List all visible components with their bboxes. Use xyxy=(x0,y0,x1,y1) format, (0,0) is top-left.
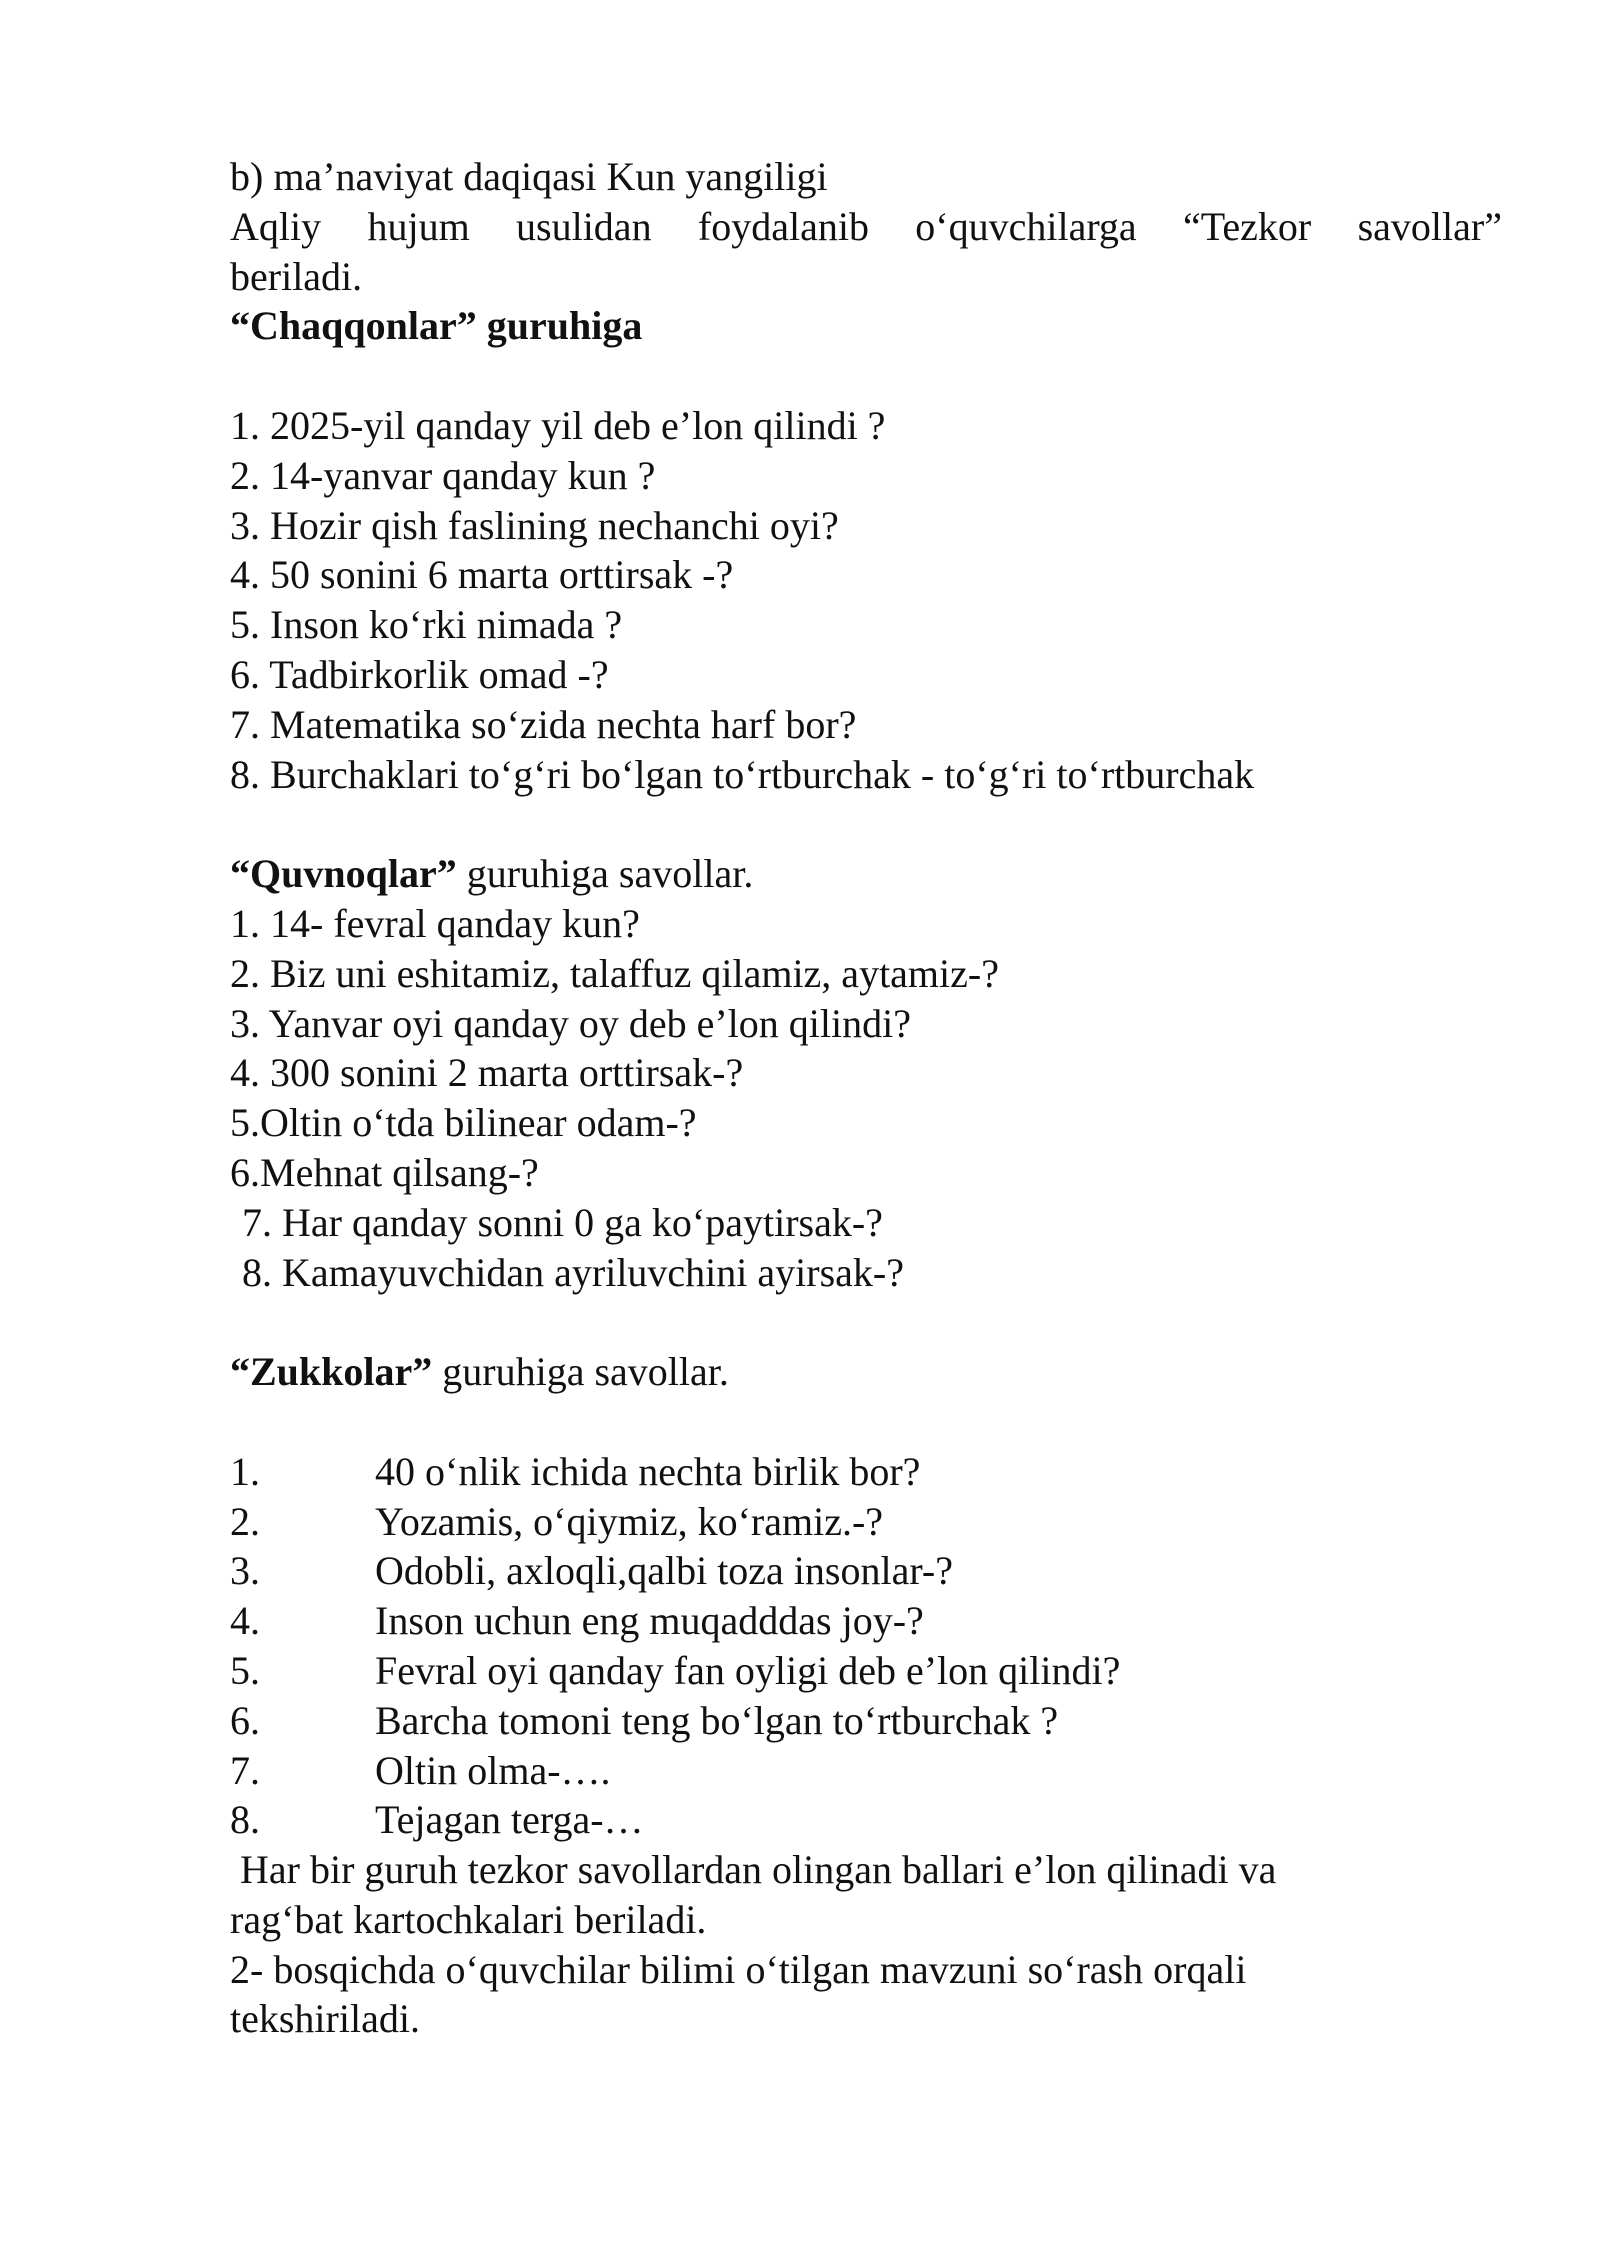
intro-word: savollar” xyxy=(1357,203,1502,249)
item-number: 5. xyxy=(230,1647,260,1693)
intro-line-1: b) ma’naviyat daqiqasi Kun yangiligi xyxy=(230,154,828,199)
list-item: 5.Oltin o‘tda bilinear odam-? xyxy=(230,1100,697,1146)
item-number: 3. xyxy=(230,1548,260,1594)
list-item: 8. Kamayuvchidan ayriluvchini ayirsak-? xyxy=(242,1249,904,1295)
list-item: 3. Yanvar oyi qanday oy deb e’lon qilindi? xyxy=(230,1000,911,1046)
group2-title-name: “Quvnoqlar” xyxy=(230,851,457,897)
list-item xyxy=(230,1646,1502,1696)
item-text: Oltin olma-…. xyxy=(375,1747,611,1793)
item-text: 40 o‘nlik ichida nechta birlik bor? xyxy=(375,1448,921,1494)
item-number: 6. xyxy=(230,1697,260,1743)
spacer xyxy=(230,799,1502,849)
list-item xyxy=(230,1596,1502,1646)
closing-line-3: 2- bosqichda o‘quvchilar bilimi o‘tilgan mavzuni so‘rash orqali xyxy=(230,1946,1247,1992)
list-item: 2. 14-yanvar qanday kun ? xyxy=(230,452,656,498)
intro-word: Aqliy xyxy=(230,203,322,249)
spacer xyxy=(230,351,1502,401)
group2-title xyxy=(230,849,1502,899)
list-item xyxy=(230,1546,1502,1596)
list-item xyxy=(230,1447,1502,1497)
list-item: 2. Biz uni eshitamiz, talaffuz qilamiz, aytamiz-? xyxy=(230,950,999,996)
list-item xyxy=(230,1497,1502,1547)
spacer xyxy=(230,1397,1502,1447)
list-item xyxy=(230,1795,1502,1845)
list-item: 5. Inson ko‘rki nimada ? xyxy=(230,602,623,648)
group3-title xyxy=(230,1347,1502,1397)
list-item: 3. Hozir qish faslining nechanchi oyi? xyxy=(230,502,839,548)
list-item: 7. Matematika so‘zida nechta harf bor? xyxy=(230,701,857,747)
item-number: 7. xyxy=(230,1747,260,1793)
group2-question-list xyxy=(230,899,1502,1297)
item-number: 2. xyxy=(230,1498,260,1544)
closing-line-1: Har bir guruh tezkor savollardan olingan ballari e’lon qilinadi va xyxy=(230,1847,1277,1893)
intro-word: usulidan xyxy=(516,203,652,249)
item-text: Inson uchun eng muqadddas joy-? xyxy=(375,1598,924,1644)
list-item: 1. 2025-yil qanday yil deb e’lon qilindi ? xyxy=(230,402,886,448)
list-item: 1. 14- fevral qanday kun? xyxy=(230,900,640,946)
group3-question-list xyxy=(230,1447,1502,1845)
closing-line-4: tekshiriladi. xyxy=(230,1996,420,2042)
item-text: Tejagan terga-… xyxy=(375,1797,644,1843)
group1-question-list xyxy=(230,401,1502,799)
list-item xyxy=(230,1746,1502,1796)
intro-word: “Tezkor xyxy=(1183,203,1312,249)
list-item xyxy=(230,1696,1502,1746)
intro-word: hujum xyxy=(367,203,470,249)
list-item: 6.Mehnat qilsang-? xyxy=(230,1149,539,1195)
group3-title-name: “Zukkolar” xyxy=(230,1349,433,1395)
list-item: 8. Burchaklari to‘g‘ri bo‘lgan to‘rtburchak - to‘g‘ri to‘rtburchak xyxy=(230,751,1255,797)
list-item: 7. Har qanday sonni 0 ga ko‘paytirsak-? xyxy=(242,1199,883,1245)
item-text: Odobli, axloqli,qalbi toza insonlar-? xyxy=(375,1548,953,1594)
list-item: 4. 300 sonini 2 marta orttirsak-? xyxy=(230,1050,744,1096)
intro-line-3: beriladi. xyxy=(230,253,363,299)
item-number: 8. xyxy=(230,1797,260,1843)
item-number: 4. xyxy=(230,1598,260,1644)
intro-line-2 xyxy=(230,202,1502,252)
intro-word: o‘quvchilarga xyxy=(915,203,1137,249)
spacer xyxy=(230,1297,1502,1347)
item-text: Barcha tomoni teng bo‘lgan to‘rtburchak ? xyxy=(375,1697,1059,1743)
group3-title-rest: guruhiga savollar. xyxy=(432,1349,729,1395)
closing-line-2: rag‘bat kartochkalari beriladi. xyxy=(230,1896,707,1942)
document-page xyxy=(230,152,1502,2044)
list-item: 6. Tadbirkorlik omad -? xyxy=(230,651,609,697)
item-number: 1. xyxy=(230,1448,260,1494)
group1-title: “Chaqqonlar” guruhiga xyxy=(230,303,643,349)
group2-title-rest: guruhiga savollar. xyxy=(456,851,754,897)
item-text: Yozamis, o‘qiymiz, ko‘ramiz.-? xyxy=(375,1498,884,1544)
intro-word: foydalanib xyxy=(697,203,869,249)
item-text: Fevral oyi qanday fan oyligi deb e’lon qilindi? xyxy=(375,1647,1121,1693)
list-item: 4. 50 sonini 6 marta orttirsak -? xyxy=(230,552,734,598)
